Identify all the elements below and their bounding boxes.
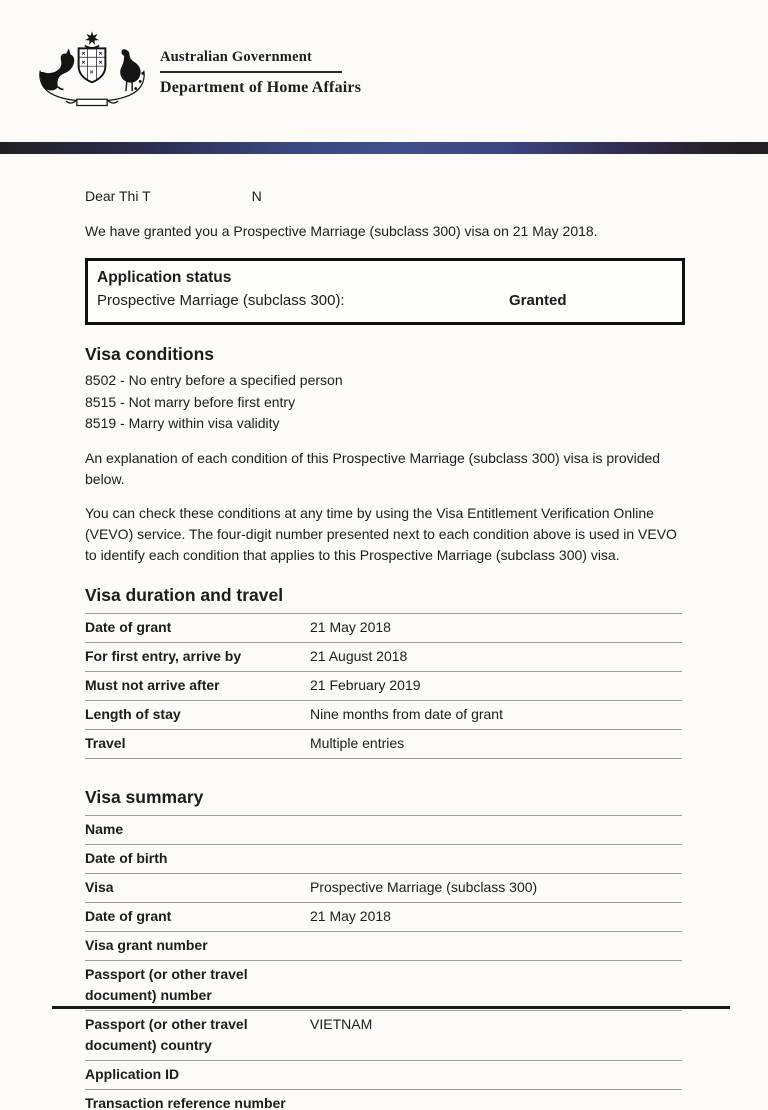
row-label: Passport (or other travel document) country	[85, 1015, 248, 1053]
row-value: 21 May 2018	[310, 907, 391, 924]
table-row	[85, 643, 682, 672]
table-row	[85, 1061, 682, 1090]
table-row	[85, 874, 682, 903]
table-row	[85, 701, 682, 730]
government-header	[34, 0, 768, 116]
table-row	[85, 1090, 682, 1110]
row-label: Must not arrive after	[85, 676, 220, 693]
application-status-title: Application status	[97, 269, 232, 286]
visa-conditions-list	[85, 370, 688, 435]
row-label: Passport (or other travel document) number	[85, 965, 248, 1003]
row-value: 21 February 2019	[310, 676, 421, 693]
visa-summary-table	[85, 815, 682, 1110]
row-label: Date of birth	[85, 849, 168, 866]
row-label: Travel	[85, 734, 126, 751]
visa-conditions-heading: Visa conditions	[85, 344, 215, 364]
row-value: 21 May 2018	[310, 618, 391, 635]
footer-divider	[52, 1006, 730, 1009]
table-row	[85, 730, 682, 759]
table-row	[85, 845, 682, 874]
government-title: Australian Government	[160, 49, 342, 73]
greeting-line	[85, 186, 688, 207]
application-status-row	[97, 289, 673, 313]
greeting-prefix: Dear Thi T	[85, 188, 151, 204]
row-label: Name	[85, 820, 124, 837]
row-label: For first entry, arrive by	[85, 647, 242, 664]
condition-item: 8502 - No entry before a specified person	[85, 372, 343, 388]
visa-summary-heading: Visa summary	[85, 786, 204, 807]
row-value	[310, 819, 682, 840]
row-value	[310, 935, 682, 956]
application-status-box	[85, 258, 685, 325]
table-row	[85, 614, 682, 643]
row-value: Nine months from date of grant	[310, 705, 503, 722]
header-gradient-band	[0, 142, 768, 154]
visa-duration-heading: Visa duration and travel	[85, 584, 284, 605]
grant-intro-paragraph: We have granted you a Prospective Marriage (subclass 300) visa on 21 May 2018.	[85, 223, 598, 239]
condition-item: 8515 - Not marry before first entry	[85, 393, 296, 410]
australian-coat-of-arms-icon	[34, 28, 150, 116]
status-granted-value: Granted	[509, 292, 567, 309]
row-label: Application ID	[85, 1065, 180, 1082]
row-value	[310, 1064, 682, 1085]
row-label: Transaction reference number	[85, 1094, 286, 1110]
conditions-explanation-paragraph: An explanation of each condition of this Prospective Marriage (subclass 300) visa is provided below.	[85, 449, 661, 487]
table-row	[85, 903, 682, 932]
greeting-suffix: N	[251, 188, 262, 204]
application-status-item: Prospective Marriage (subclass 300):	[97, 292, 345, 309]
visa-duration-table	[85, 613, 682, 759]
table-row	[85, 932, 682, 961]
row-value	[310, 1093, 682, 1110]
row-label: Visa grant number	[85, 936, 208, 953]
vevo-note-paragraph: You can check these conditions at any time by using the Visa Entitlement Verification Online (VEVO) service. The four-digit number presented next to each condition above is used in VEVO to identify each condition that applies to this Prospective Marriage (subclass 300) visa.	[85, 504, 677, 563]
row-value: Multiple entries	[310, 734, 405, 751]
row-label: Visa	[85, 878, 114, 895]
row-value: VIETNAM	[310, 1015, 373, 1032]
row-label: Date of grant	[85, 907, 172, 924]
row-value	[310, 964, 682, 1006]
row-label: Length of stay	[85, 705, 181, 722]
row-value	[310, 848, 682, 869]
table-row	[85, 961, 682, 1011]
letter-body	[85, 186, 688, 1110]
table-row	[85, 1011, 682, 1061]
condition-item: 8519 - Marry within visa validity	[85, 415, 280, 431]
row-value: Prospective Marriage (subclass 300)	[310, 878, 538, 895]
department-title: Department of Home Affairs	[160, 79, 362, 96]
row-value: 21 August 2018	[310, 647, 408, 664]
agency-titles	[160, 48, 361, 97]
table-row	[85, 816, 682, 845]
table-row	[85, 672, 682, 701]
row-label: Date of grant	[85, 618, 172, 635]
